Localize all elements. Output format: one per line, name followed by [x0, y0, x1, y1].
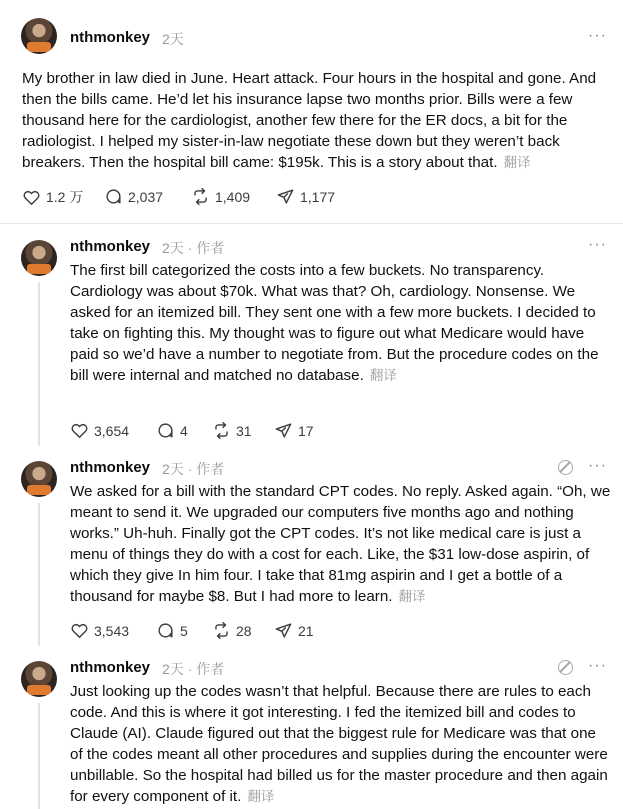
like-count: 3,654 [94, 422, 130, 439]
repost-count: 1,409 [215, 188, 251, 205]
comment-icon [104, 187, 123, 206]
translate-link[interactable]: 翻译 [398, 589, 426, 604]
post-text [70, 260, 610, 386]
repost-button[interactable] [191, 187, 250, 206]
hide-icon[interactable] [558, 460, 573, 475]
share-button[interactable] [274, 621, 314, 640]
author-tag: · 作者 [187, 661, 225, 677]
share-count: 21 [298, 622, 314, 639]
post-text-content: My brother in law died in June. Heart attack. Four hours in the hospital and gone. And then the bills came. He’d let his insurance lapse two months prior. Bills were a few thousand here for the cardiologist, another few there for the ER docs, a bit for the radiologist. I helped my sister-in-law negotiate these down but they weren’t back breakers. Then the hospital bill came: $195k. This is a story about that. [22, 70, 597, 171]
share-button[interactable] [274, 421, 314, 440]
like-button[interactable] [70, 621, 129, 640]
repost-button[interactable] [212, 421, 252, 440]
post-text [70, 681, 610, 807]
time-label: 2天 [162, 461, 184, 477]
share-count: 17 [298, 422, 314, 439]
hide-icon[interactable] [558, 660, 573, 675]
send-icon [274, 621, 293, 640]
thread-line [38, 703, 40, 809]
post-actions [22, 187, 422, 209]
repost-icon [191, 187, 210, 206]
share-button[interactable] [276, 187, 335, 206]
post-text [70, 481, 615, 607]
reply-button[interactable] [156, 421, 188, 440]
author-tag: · 作者 [187, 240, 225, 256]
repost-count: 31 [236, 422, 252, 439]
reply-button[interactable] [156, 621, 188, 640]
like-button[interactable] [22, 187, 83, 207]
repost-count: 28 [236, 622, 252, 639]
send-icon [276, 187, 295, 206]
avatar[interactable] [21, 461, 57, 497]
avatar[interactable] [21, 240, 57, 276]
post-time [162, 459, 224, 479]
time-label: 2天 [162, 240, 184, 256]
translate-link[interactable]: 翻译 [369, 368, 397, 383]
heart-icon [70, 621, 89, 640]
reply-count: 5 [180, 622, 188, 639]
more-options-icon[interactable]: ··· [588, 27, 607, 44]
username[interactable]: nthmonkey [70, 238, 151, 255]
username[interactable]: nthmonkey [70, 29, 151, 46]
like-count: 1.2 万 [46, 189, 84, 205]
username[interactable]: nthmonkey [70, 659, 151, 676]
avatar[interactable] [21, 661, 57, 697]
post-text-content: We asked for a bill with the standard CPT codes. No reply. Asked again. “Oh, we meant to send it. We upgraded our computers five months ago and nothing works.” Uh-huh. Finally got the CPT codes. It’s not like medical care is just a menu of things they do with a cost for each. Like, the $31 low-dose aspirin, of which they give In him four. I take that 81mg aspirin and I get a bottle of a thousand for maybe $8. But I had more to learn. [70, 483, 611, 605]
more-options-icon[interactable]: ··· [588, 657, 607, 674]
reply-count: 4 [180, 422, 188, 439]
heart-icon [22, 188, 41, 207]
like-count: 3,543 [94, 622, 130, 639]
post-actions [70, 421, 370, 443]
more-options-icon[interactable]: ··· [588, 236, 607, 253]
post-time [162, 659, 224, 679]
repost-icon [212, 621, 231, 640]
more-options-icon[interactable]: ··· [588, 457, 607, 474]
translate-link[interactable]: 翻译 [247, 789, 275, 804]
comment-icon [156, 421, 175, 440]
like-button[interactable] [70, 421, 129, 440]
avatar[interactable] [21, 18, 57, 54]
repost-button[interactable] [212, 621, 252, 640]
thread-line [38, 282, 40, 446]
post-text [22, 68, 616, 173]
post-actions [70, 621, 370, 643]
post-time: 2天 [162, 31, 184, 47]
divider [0, 223, 623, 224]
post-text-content: Just looking up the codes wasn’t that helpful. Because there are rules to each code. And this is where it got interesting. I fed the itemized bill and codes to Claude (AI). Claude figured out that the biggest rule for Medicare was that one of the codes meant all other procedures and supplies during the encounter were unbillable. So the hospital had billed us for the master procedure and then again for every component of it. [70, 683, 608, 805]
reply-count: 2,037 [128, 188, 164, 205]
comment-icon [156, 621, 175, 640]
time-label: 2天 [162, 661, 184, 677]
post-time [162, 238, 224, 258]
reply-button[interactable] [104, 187, 163, 206]
translate-link[interactable]: 翻译 [503, 155, 531, 170]
thread-line [38, 503, 40, 646]
post-text-content: The first bill categorized the costs into a few buckets. No transparency. Cardiology was about $70k. What was that? Oh, cardiology. Nonsense. We asked for an itemized bill. They sent one with a few more buckets. I decided to take on fighting this. My thought was to figure out what Medicare would have paid so we’d have a number to negotiate from. But the procedure codes on the bill were internal and matched no database. [70, 262, 599, 384]
repost-icon [212, 421, 231, 440]
send-icon [274, 421, 293, 440]
username[interactable]: nthmonkey [70, 459, 151, 476]
author-tag: · 作者 [187, 461, 225, 477]
heart-icon [70, 421, 89, 440]
share-count: 1,177 [300, 188, 336, 205]
